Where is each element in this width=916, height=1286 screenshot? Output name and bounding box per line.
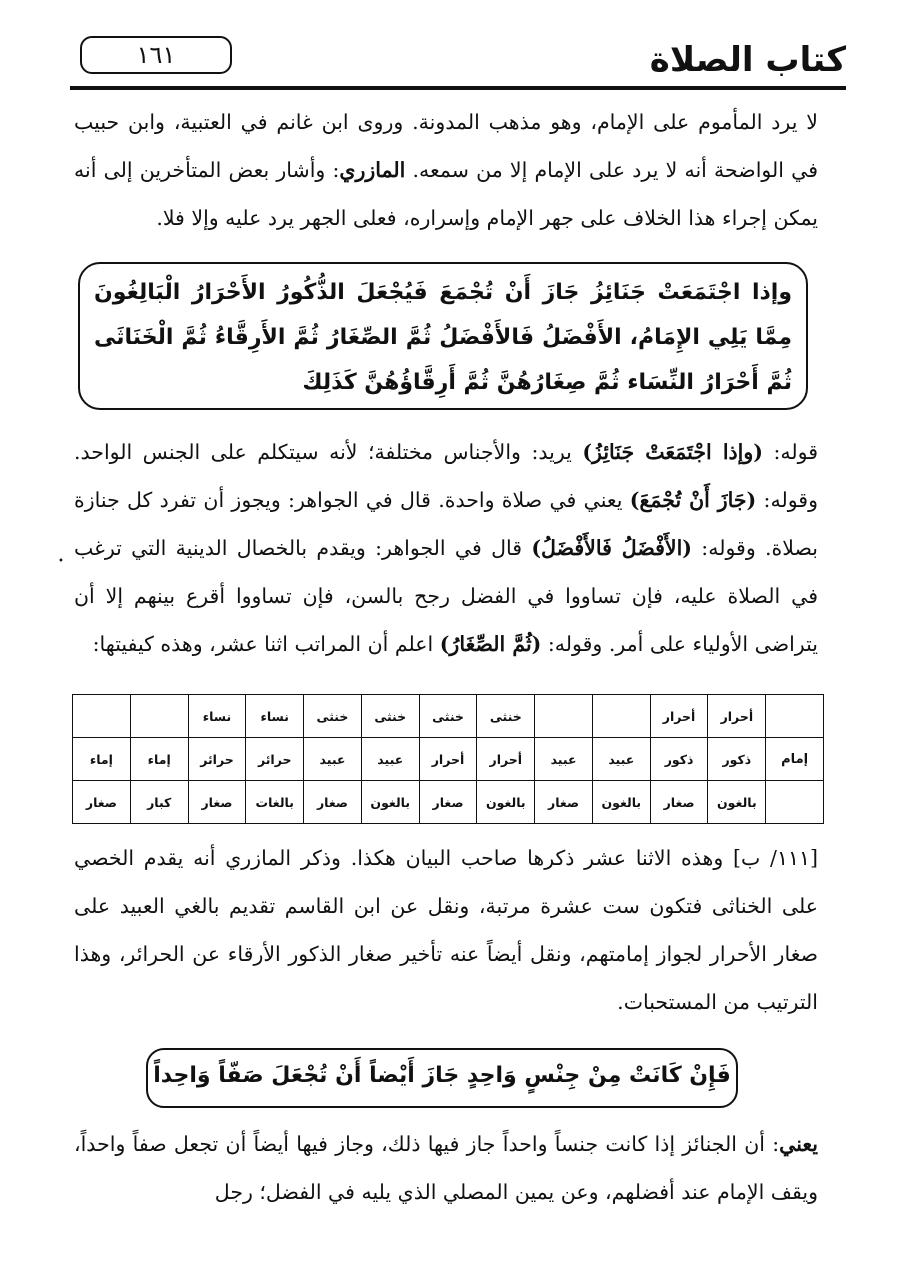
table-cell: أحرار bbox=[708, 695, 766, 738]
table-cell bbox=[73, 695, 131, 738]
mazari-label: المازري bbox=[339, 158, 406, 182]
quote-1: (وإذا اجْتَمَعَتْ جَنَائِزُ) bbox=[582, 440, 763, 464]
paragraph-1 bbox=[74, 98, 818, 242]
table-cell: ذكور bbox=[708, 738, 766, 781]
table-cell: خنثى bbox=[304, 695, 362, 738]
table-cell: بالغون bbox=[592, 781, 650, 824]
table-cell: نساء bbox=[246, 695, 304, 738]
table-cell: خنثى bbox=[477, 695, 535, 738]
matn-box-1: وإذا اجْتَمَعَتْ جَنَائِزُ جَازَ أَنْ تُجْمَعَ فَيُجْعَلَ الذُّكُورُ الأَحْرَارُ الْبَالِغُونَ مِمَّا يَلِي الإِمَامُ، الأَفْضَلُ فَالأَفْضَلُ ثُمَّ الصِّغَارُ ثُمَّ الأَرِقَّاءُ ثُمَّ الْخَنَاثَى ثُمَّ أَحْرَارُ النِّسَاء ثُمَّ صِغَارُهُنَّ ثُمَّ أَرِقَّاؤُهُنَّ كَذَلِكَ bbox=[78, 262, 808, 410]
page-number: ١٦١ bbox=[80, 36, 232, 74]
table-cell: عبيد bbox=[535, 738, 593, 781]
table-cell: كبار bbox=[130, 781, 188, 824]
paragraph-4 bbox=[74, 1120, 818, 1216]
commentary-paragraph bbox=[74, 428, 818, 668]
table-cell: أحرار bbox=[477, 738, 535, 781]
quote-2: (جَازَ أَنْ تُجْمَعَ) bbox=[629, 488, 757, 512]
table-cell: عبيد bbox=[304, 738, 362, 781]
quote-4: (ثُمَّ الصِّغَارُ) bbox=[439, 632, 542, 656]
table-cell: صغار bbox=[304, 781, 362, 824]
table-cell: ذكور bbox=[650, 738, 708, 781]
margin-dot: • bbox=[58, 556, 64, 567]
table-cell bbox=[130, 695, 188, 738]
table-cell: عبيد bbox=[592, 738, 650, 781]
table-cell: نساء bbox=[188, 695, 246, 738]
table-cell: بالغات bbox=[246, 781, 304, 824]
table-cell: صغار bbox=[419, 781, 477, 824]
table-cell: خنثى bbox=[361, 695, 419, 738]
commentary-text-a: قوله: bbox=[762, 440, 818, 464]
matn-box-2: فَإِنْ كَانَتْ مِنْ جِنْسٍ وَاحِدٍ جَازَ أَيْضاً أَنْ تُجْعَلَ صَفّاً وَاحِداً bbox=[146, 1048, 738, 1108]
commentary-text-d: يعني في صلاة واحدة. قال في الجواهر: ويجوز أن تفرد كل جنازة بصلاة. وقوله: bbox=[74, 488, 819, 560]
table-cell: عبيد bbox=[361, 738, 419, 781]
table-cell: حرائر bbox=[188, 738, 246, 781]
table-cell bbox=[766, 781, 824, 824]
table-cell: حرائر bbox=[246, 738, 304, 781]
table-cell: صغار bbox=[650, 781, 708, 824]
commentary-text-e: قال في الجواهر: ويقدم بالخصال الدينية التي ترغب في الصلاة عليه، فإن تساووا في الفضل رجح بالسن، فإن تساووا أقرع بينهم إلا أن يتراضى الأولياء على أمر. وقوله: bbox=[74, 536, 818, 656]
table-cell: أحرار bbox=[650, 695, 708, 738]
table-cell: بالغون bbox=[708, 781, 766, 824]
paragraph-1-rest: : وأشار بعض المتأخرين إلى أنه يمكن إجراء هذا الخلاف على جهر الإمام وإسراره، فعلى الجهر يرد عليه وإلا فلا. bbox=[74, 158, 818, 230]
table-row bbox=[73, 738, 824, 781]
table-cell: إماء bbox=[130, 738, 188, 781]
commentary-text-c: يريد: والأجناس مختلفة؛ لأنه سيتكلم على الجنس الواحد. وقوله: bbox=[74, 440, 818, 512]
paragraph-3: [١١١/ ب] وهذه الاثنا عشر ذكرها صاحب البيان هكذا. وذكر المازري أنه يقدم الخصي على الخناثى فتكون ست عشرة مرتبة، ونقل عن ابن القاسم تقديم بالغي العبيد على صغار الأحرار لجواز إمامتهم، ونقل أيضاً عنه تأخير صغار الذكور الأرقاء عن الحرائر، وهذا الترتيب من المستحبات. bbox=[74, 846, 818, 1014]
table-cell: إماء bbox=[73, 738, 131, 781]
table-cell: صغار bbox=[73, 781, 131, 824]
table-row bbox=[73, 781, 824, 824]
paragraph-4-text: : أن الجنائز إذا كانت جنساً واحداً جاز فيها ذلك، وجاز فيها أيضاً أن تجعل صفاً واحداً، ويقف الإمام عند أفضلهم، وعن يمين المصلي الذي يليه في الفضل؛ رجل bbox=[74, 1132, 818, 1204]
table-cell: صغار bbox=[188, 781, 246, 824]
yani-label: يعني bbox=[779, 1132, 818, 1156]
commentary-text-f: اعلم أن المراتب اثنا عشر، وهذه كيفيتها: bbox=[92, 632, 440, 656]
table-row bbox=[73, 695, 824, 738]
header-rule bbox=[70, 86, 846, 90]
quote-3: (الأَفْضَلُ فَالأَفْضَلُ) bbox=[531, 536, 692, 560]
table-cell: بالغون bbox=[477, 781, 535, 824]
table-cell: أحرار bbox=[419, 738, 477, 781]
page-header bbox=[70, 34, 846, 94]
ranks-table bbox=[72, 694, 824, 824]
paragraph-1-text: لا يرد المأموم على الإمام، وهو مذهب المدونة. وروى ابن غانم في العتبية، وابن حبيب في الواضحة أنه لا يرد على الإمام إلا من سمعه. bbox=[74, 110, 818, 182]
table-cell: خنثى bbox=[419, 695, 477, 738]
book-title: كتاب الصلاة bbox=[649, 40, 846, 80]
table-cell: صغار bbox=[535, 781, 593, 824]
table-cell bbox=[766, 695, 824, 738]
table-cell bbox=[592, 695, 650, 738]
table-cell bbox=[535, 695, 593, 738]
table-cell: بالغون bbox=[361, 781, 419, 824]
table-cell: إمام bbox=[766, 738, 824, 781]
